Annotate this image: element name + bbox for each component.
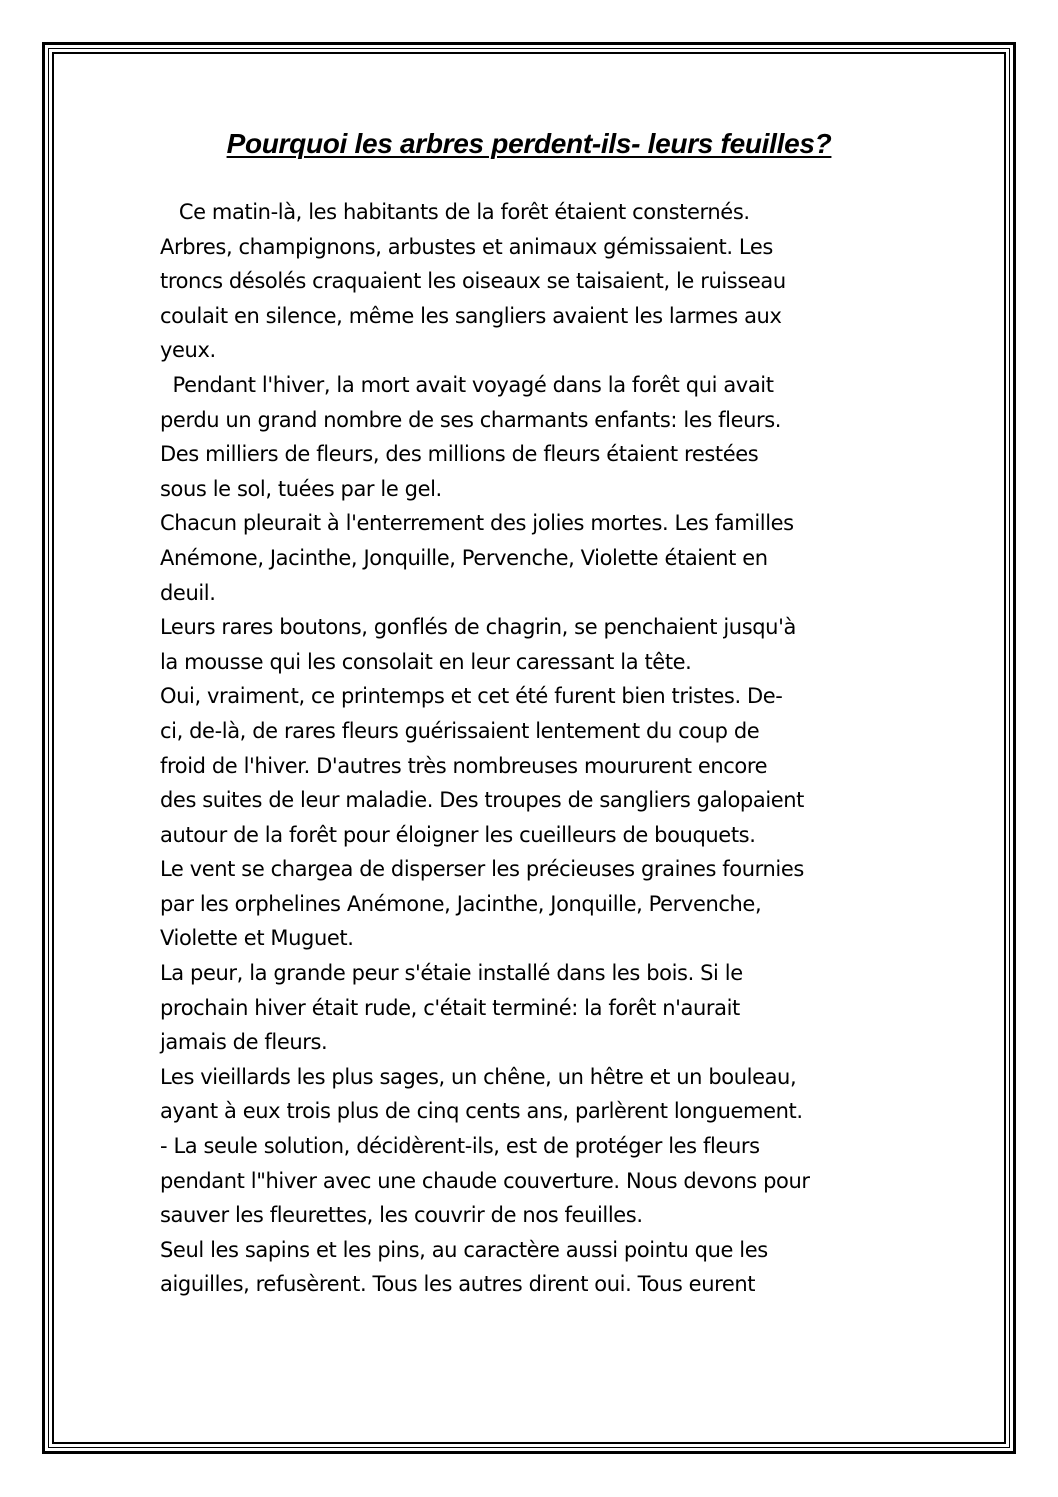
text-line: Oui, vraiment, ce printemps et cet été furent bien tristes. De- [160,684,783,709]
document-body [160,195,920,1302]
text-line: la mousse qui les consolait en leur caressant la tête. [160,649,692,674]
text-line: Anémone, Jacinthe, Jonquille, Pervenche, Violette étaient en [160,545,768,570]
text-line: Ce matin-là, les habitants de la forêt étaient consternés. [160,200,750,224]
text-line: froid de l'hiver. D'autres très nombreuses moururent encore [160,753,768,778]
text-line: pendant l"hiver avec une chaude couverture. Nous devons pour [160,1168,810,1193]
text-line: deuil. [160,580,216,605]
text-line: Les vieillards les plus sages, un chêne, un hêtre et un bouleau, [160,1064,797,1089]
text-line: Seul les sapins et les pins, au caractère aussi pointu que les [160,1237,768,1262]
text-line: Arbres, champignons, arbustes et animaux gémissaient. Les [160,234,773,259]
text-line: sauver les fleurettes, les couvrir de nos feuilles. [160,1203,643,1228]
text-line: yeux. [160,338,216,363]
text-line: Chacun pleurait à l'enterrement des jolies mortes. Les familles [160,511,794,536]
text-line: prochain hiver était rude, c'était terminé: la forêt n'aurait [160,995,740,1020]
text-line: troncs désolés craquaient les oiseaux se taisaient, le ruisseau [160,269,786,294]
text-line: ci, de-là, de rares fleurs guérissaient lentement du coup de [160,718,760,743]
text-line: par les orphelines Anémone, Jacinthe, Jonquille, Pervenche, [160,891,762,916]
text-line: aiguilles, refusèrent. Tous les autres dirent oui. Tous eurent [160,1272,756,1297]
text-line: sous le sol, tuées par le gel. [160,476,442,501]
text-line: Des milliers de fleurs, des millions de fleurs étaient restées [160,442,759,467]
text-line: Violette et Muguet. [160,926,354,951]
text-line: Le vent se chargea de disperser les précieuses graines fournies [160,857,804,882]
text-line: autour de la forêt pour éloigner les cueilleurs de bouquets. [160,822,756,847]
text-line: jamais de fleurs. [160,1030,328,1055]
text-line: Pendant l'hiver, la mort avait voyagé dans la forêt qui avait [160,372,774,397]
text-line: - La seule solution, décidèrent-ils, est de protéger les fleurs [160,1134,760,1159]
text-line: des suites de leur maladie. Des troupes de sangliers galopaient [160,788,805,813]
text-line: coulait en silence, même les sangliers avaient les larmes aux [160,303,782,328]
document-title: Pourquoi les arbres perdent-ils- leurs feuilles? [226,128,832,159]
text-line: La peur, la grande peur s'étaie installé dans les bois. Si le [160,961,743,986]
text-line: perdu un grand nombre de ses charmants enfants: les fleurs. [160,407,782,432]
text-line: ayant à eux trois plus de cinq cents ans, parlèrent longuement. [160,1099,803,1124]
text-line: Leurs rares boutons, gonflés de chagrin, se penchaient jusqu'à [160,615,796,640]
